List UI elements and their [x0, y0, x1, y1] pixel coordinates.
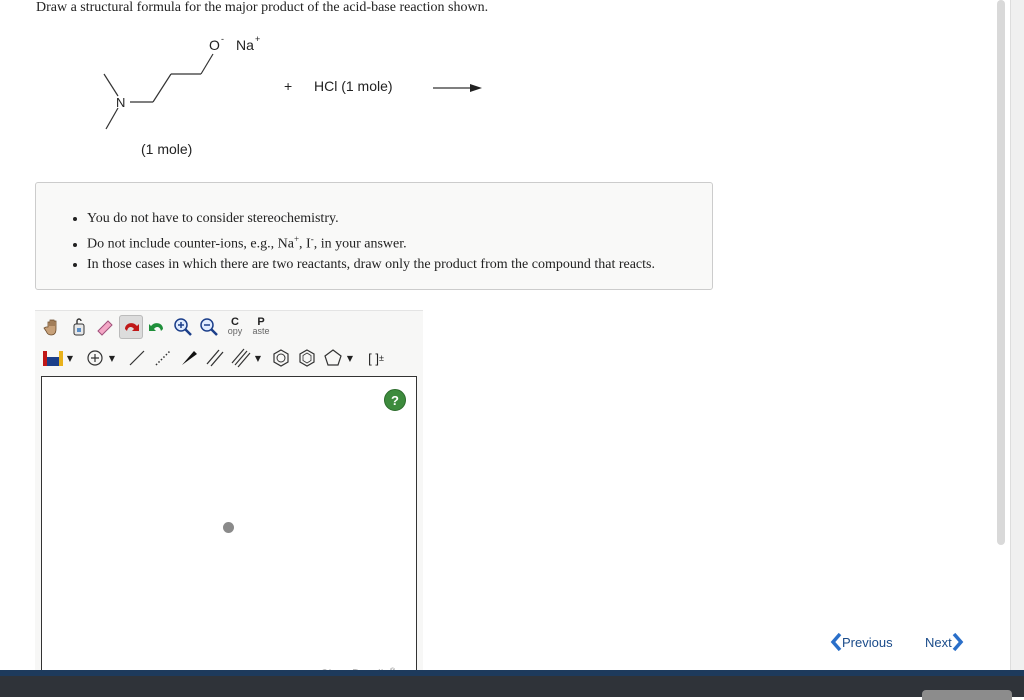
nitrogen-label: N: [116, 95, 126, 110]
superscript-minus: -: [310, 234, 314, 244]
toolbar-row-2: [41, 345, 393, 371]
chevron-down-icon[interactable]: ▼: [254, 353, 262, 363]
copy-label-bottom: opy: [227, 326, 243, 336]
wedge-bond-icon[interactable]: [177, 346, 201, 370]
hexagon-ring-icon[interactable]: [295, 346, 319, 370]
copy-button[interactable]: [223, 315, 247, 339]
triple-bond-icon[interactable]: [229, 346, 253, 370]
bottom-bar: [0, 670, 1024, 697]
scrollbar-thumb[interactable]: [997, 0, 1005, 545]
instruction-text: , in your answer.: [313, 236, 407, 252]
chevron-right-icon: [952, 632, 964, 652]
question-text: Draw a structural formula for the major product of the acid-base reaction shown.: [36, 0, 489, 15]
chevron-down-icon[interactable]: ▼: [108, 353, 116, 363]
previous-button[interactable]: [830, 632, 893, 652]
redo-icon[interactable]: [145, 315, 169, 339]
lasso-icon[interactable]: [67, 315, 91, 339]
methyl-bond-bottom: [106, 108, 118, 129]
reaction-arrow-head: [470, 84, 482, 92]
benzene-ring-icon[interactable]: [269, 346, 293, 370]
undo-icon[interactable]: [119, 315, 143, 339]
instruction-item: [87, 229, 655, 255]
sodium-charge: +: [255, 34, 261, 44]
chevron-left-icon: [830, 632, 842, 652]
instruction-item: • You do not have to consider stereochemistry.: [87, 209, 655, 229]
pan-hand-icon[interactable]: [41, 315, 65, 339]
chevron-down-icon[interactable]: ▼: [346, 353, 354, 363]
bottom-stripe: [0, 670, 1024, 676]
methyl-bond-top: [104, 74, 118, 96]
toolbar-row-1: [41, 314, 275, 340]
bracket-label: [ ]: [368, 350, 379, 366]
instructions-list: [36, 209, 655, 275]
pentagon-ring-icon[interactable]: [321, 346, 345, 370]
previous-label: Previous: [842, 634, 893, 650]
cc-bond-1: [153, 74, 171, 102]
single-bond-icon[interactable]: [125, 346, 149, 370]
zoom-out-icon[interactable]: [197, 315, 221, 339]
instruction-text: , I: [299, 236, 311, 252]
sodium-label: Na: [236, 37, 254, 53]
bracket-button[interactable]: [361, 346, 391, 370]
paste-label-bottom: aste: [252, 326, 270, 336]
superscript-plus: +: [293, 234, 300, 244]
double-bond-icon[interactable]: [203, 346, 227, 370]
charge-plus-icon[interactable]: [83, 346, 107, 370]
chemdoodle-editor: [35, 310, 423, 676]
side-panel-edge: [1010, 0, 1024, 670]
plus-sign: +: [284, 78, 293, 94]
paste-button[interactable]: [249, 315, 273, 339]
next-label: Next: [925, 634, 952, 650]
bottom-tab[interactable]: [922, 690, 1012, 700]
reactant-amount: (1 mole): [141, 141, 193, 157]
oxygen-charge: -: [221, 34, 224, 44]
paste-label-top: P: [257, 316, 265, 328]
bracket-sign: ±: [378, 353, 384, 363]
copy-label-top: C: [231, 316, 239, 328]
reaction-scheme: [0, 30, 600, 170]
cursor-dot: [223, 522, 234, 533]
drawing-canvas[interactable]: [41, 376, 417, 677]
instruction-text: Do not include counter-ions, e.g., Na: [87, 236, 294, 252]
zoom-in-icon[interactable]: [171, 315, 195, 339]
instruction-item: • In those cases in which there are two reactants, draw only the product from the compound that reacts.: [87, 255, 655, 275]
reagent-label: HCl (1 mole): [314, 78, 393, 94]
next-button[interactable]: [925, 632, 964, 652]
help-button[interactable]: ?: [384, 389, 406, 411]
instructions-box: [35, 182, 713, 290]
periodic-table-icon[interactable]: [41, 346, 65, 370]
eraser-icon[interactable]: [93, 315, 117, 339]
dashed-bond-icon[interactable]: [151, 346, 175, 370]
co-bond: [201, 54, 213, 74]
chevron-down-icon[interactable]: ▼: [66, 353, 74, 363]
oxygen-label: O: [209, 37, 220, 53]
